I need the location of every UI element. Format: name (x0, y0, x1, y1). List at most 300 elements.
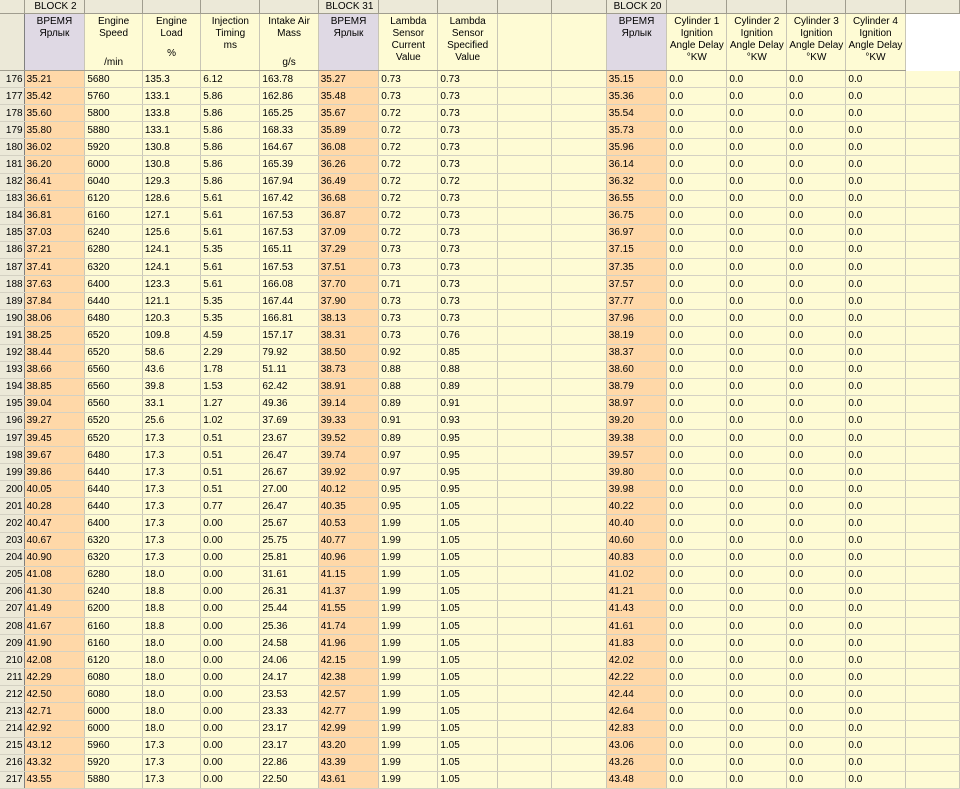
cell-engine-speed[interactable]: 6000 (85, 156, 143, 173)
cell-intake-air-mass[interactable]: 26.67 (260, 464, 318, 481)
cell-time-a[interactable]: 36.81 (24, 207, 85, 224)
table-row[interactable] (0, 549, 960, 566)
cell-empty[interactable] (498, 344, 552, 361)
block-cell[interactable] (260, 0, 318, 14)
cell-empty[interactable] (905, 703, 959, 720)
cell-cyl1-delay[interactable]: 0.0 (667, 618, 727, 635)
cell-empty[interactable] (552, 361, 606, 378)
cell-cyl2-delay[interactable]: 0.0 (727, 71, 787, 88)
cell-cyl3-delay[interactable]: 0.0 (787, 241, 846, 258)
cell-lambda-current[interactable]: 0.89 (379, 395, 438, 412)
cell-cyl3-delay[interactable]: 0.0 (787, 549, 846, 566)
cell-injection-timing[interactable]: 5.61 (201, 276, 260, 293)
cell-lambda-current[interactable]: 0.72 (379, 139, 438, 156)
cell-cyl4-delay[interactable]: 0.0 (846, 498, 905, 515)
cell-injection-timing[interactable]: 0.00 (201, 618, 260, 635)
cell-cyl2-delay[interactable]: 0.0 (727, 566, 787, 583)
cell-cyl2-delay[interactable]: 0.0 (727, 737, 787, 754)
cell-cyl4-delay[interactable]: 0.0 (846, 635, 905, 652)
cell-time-b[interactable]: 36.87 (318, 207, 379, 224)
cell-empty[interactable] (552, 635, 606, 652)
cell-engine-load[interactable]: 18.0 (142, 720, 200, 737)
header-intake-air-mass[interactable] (260, 14, 318, 71)
cell-time-a[interactable]: 42.29 (24, 669, 85, 686)
table-row[interactable] (0, 224, 960, 241)
cell-time-c[interactable]: 38.37 (606, 344, 667, 361)
cell-intake-air-mass[interactable]: 22.50 (260, 771, 318, 788)
cell-cyl4-delay[interactable]: 0.0 (846, 618, 905, 635)
cell-empty[interactable] (498, 156, 552, 173)
row-number[interactable]: 176 (0, 71, 24, 88)
cell-empty[interactable] (552, 378, 606, 395)
cell-cyl2-delay[interactable]: 0.0 (727, 327, 787, 344)
cell-time-c[interactable]: 39.20 (606, 412, 667, 429)
cell-lambda-specified[interactable]: 0.89 (438, 378, 498, 395)
cell-lambda-specified[interactable]: 0.76 (438, 327, 498, 344)
block-cell[interactable] (905, 0, 959, 14)
cell-empty[interactable] (552, 447, 606, 464)
cell-intake-air-mass[interactable]: 167.53 (260, 207, 318, 224)
cell-injection-timing[interactable]: 0.51 (201, 464, 260, 481)
cell-cyl1-delay[interactable]: 0.0 (667, 190, 727, 207)
cell-empty[interactable] (905, 600, 959, 617)
block-cell[interactable] (85, 0, 143, 14)
table-row[interactable] (0, 532, 960, 549)
cell-time-a[interactable]: 35.21 (24, 71, 85, 88)
cell-cyl1-delay[interactable]: 0.0 (667, 754, 727, 771)
cell-empty[interactable] (552, 669, 606, 686)
cell-cyl4-delay[interactable]: 0.0 (846, 105, 905, 122)
cell-time-c[interactable]: 35.73 (606, 122, 667, 139)
cell-empty[interactable] (905, 224, 959, 241)
cell-cyl4-delay[interactable]: 0.0 (846, 276, 905, 293)
cell-empty[interactable] (905, 429, 959, 446)
cell-cyl3-delay[interactable]: 0.0 (787, 139, 846, 156)
cell-cyl4-delay[interactable]: 0.0 (846, 361, 905, 378)
cell-lambda-current[interactable]: 0.73 (379, 259, 438, 276)
cell-time-c[interactable]: 38.19 (606, 327, 667, 344)
cell-empty[interactable] (552, 259, 606, 276)
cell-engine-load[interactable]: 18.0 (142, 686, 200, 703)
cell-empty[interactable] (905, 105, 959, 122)
header-lambda-current[interactable] (379, 14, 438, 71)
cell-injection-timing[interactable]: 0.51 (201, 429, 260, 446)
cell-engine-speed[interactable]: 6160 (85, 207, 143, 224)
cell-engine-speed[interactable]: 5760 (85, 88, 143, 105)
header-cyl1-ignition-delay[interactable] (667, 14, 727, 71)
cell-lambda-current[interactable]: 1.99 (379, 669, 438, 686)
cell-time-a[interactable]: 37.63 (24, 276, 85, 293)
cell-empty[interactable] (552, 344, 606, 361)
cell-engine-load[interactable]: 18.0 (142, 669, 200, 686)
cell-time-a[interactable]: 37.03 (24, 224, 85, 241)
cell-time-c[interactable]: 37.77 (606, 293, 667, 310)
cell-empty[interactable] (552, 224, 606, 241)
cell-intake-air-mass[interactable]: 26.47 (260, 498, 318, 515)
cell-cyl2-delay[interactable]: 0.0 (727, 293, 787, 310)
cell-cyl4-delay[interactable]: 0.0 (846, 122, 905, 139)
row-number[interactable]: 210 (0, 652, 24, 669)
cell-intake-air-mass[interactable]: 62.42 (260, 378, 318, 395)
cell-lambda-specified[interactable]: 0.91 (438, 395, 498, 412)
cell-time-b[interactable]: 40.53 (318, 515, 379, 532)
cell-cyl1-delay[interactable]: 0.0 (667, 652, 727, 669)
cell-cyl2-delay[interactable]: 0.0 (727, 703, 787, 720)
cell-time-b[interactable]: 42.77 (318, 703, 379, 720)
cell-cyl4-delay[interactable]: 0.0 (846, 173, 905, 190)
cell-cyl1-delay[interactable]: 0.0 (667, 105, 727, 122)
cell-lambda-specified[interactable]: 1.05 (438, 737, 498, 754)
cell-intake-air-mass[interactable]: 23.33 (260, 703, 318, 720)
cell-cyl4-delay[interactable]: 0.0 (846, 378, 905, 395)
cell-time-b[interactable]: 43.39 (318, 754, 379, 771)
table-row[interactable] (0, 412, 960, 429)
cell-cyl2-delay[interactable]: 0.0 (727, 720, 787, 737)
cell-intake-air-mass[interactable]: 167.42 (260, 190, 318, 207)
block-cell[interactable] (552, 0, 606, 14)
cell-cyl1-delay[interactable]: 0.0 (667, 88, 727, 105)
cell-empty[interactable] (905, 344, 959, 361)
row-number[interactable]: 183 (0, 190, 24, 207)
cell-cyl4-delay[interactable]: 0.0 (846, 583, 905, 600)
cell-cyl1-delay[interactable]: 0.0 (667, 344, 727, 361)
cell-engine-load[interactable]: 18.8 (142, 600, 200, 617)
cell-time-b[interactable]: 42.38 (318, 669, 379, 686)
cell-time-b[interactable]: 36.68 (318, 190, 379, 207)
cell-cyl1-delay[interactable]: 0.0 (667, 412, 727, 429)
cell-cyl2-delay[interactable]: 0.0 (727, 464, 787, 481)
cell-engine-speed[interactable]: 6320 (85, 549, 143, 566)
cell-lambda-specified[interactable]: 0.73 (438, 259, 498, 276)
cell-empty[interactable] (498, 686, 552, 703)
cell-injection-timing[interactable]: 0.00 (201, 737, 260, 754)
cell-empty[interactable] (552, 481, 606, 498)
row-number[interactable]: 186 (0, 241, 24, 258)
cell-cyl2-delay[interactable]: 0.0 (727, 532, 787, 549)
header-lambda-specified[interactable] (438, 14, 498, 71)
cell-empty[interactable] (498, 327, 552, 344)
cell-engine-speed[interactable]: 5920 (85, 754, 143, 771)
cell-intake-air-mass[interactable]: 51.11 (260, 361, 318, 378)
cell-time-c[interactable]: 42.02 (606, 652, 667, 669)
cell-empty[interactable] (905, 378, 959, 395)
header-engine-load[interactable] (142, 14, 200, 71)
table-row[interactable] (0, 327, 960, 344)
cell-engine-load[interactable]: 17.3 (142, 447, 200, 464)
cell-engine-load[interactable]: 133.1 (142, 122, 200, 139)
cell-injection-timing[interactable]: 5.61 (201, 259, 260, 276)
cell-lambda-current[interactable]: 0.72 (379, 105, 438, 122)
cell-empty[interactable] (552, 532, 606, 549)
cell-lambda-specified[interactable]: 1.05 (438, 566, 498, 583)
cell-engine-load[interactable]: 17.3 (142, 549, 200, 566)
table-row[interactable] (0, 464, 960, 481)
cell-time-c[interactable]: 39.80 (606, 464, 667, 481)
row-number[interactable]: 196 (0, 412, 24, 429)
cell-engine-load[interactable]: 130.8 (142, 156, 200, 173)
cell-injection-timing[interactable]: 0.00 (201, 549, 260, 566)
cell-empty[interactable] (905, 532, 959, 549)
cell-intake-air-mass[interactable]: 167.94 (260, 173, 318, 190)
cell-cyl4-delay[interactable]: 0.0 (846, 669, 905, 686)
cell-injection-timing[interactable]: 5.35 (201, 241, 260, 258)
cell-cyl4-delay[interactable]: 0.0 (846, 515, 905, 532)
cell-engine-speed[interactable]: 6160 (85, 618, 143, 635)
header-empty[interactable] (498, 14, 552, 71)
table-row[interactable] (0, 686, 960, 703)
cell-time-a[interactable]: 37.41 (24, 259, 85, 276)
cell-time-b[interactable]: 39.92 (318, 464, 379, 481)
table-row[interactable] (0, 635, 960, 652)
cell-empty[interactable] (498, 259, 552, 276)
cell-time-a[interactable]: 38.06 (24, 310, 85, 327)
cell-empty[interactable] (498, 207, 552, 224)
cell-time-b[interactable]: 39.33 (318, 412, 379, 429)
cell-lambda-specified[interactable]: 1.05 (438, 498, 498, 515)
cell-engine-speed[interactable]: 6160 (85, 635, 143, 652)
row-number[interactable]: 199 (0, 464, 24, 481)
cell-time-b[interactable]: 37.70 (318, 276, 379, 293)
cell-cyl4-delay[interactable]: 0.0 (846, 720, 905, 737)
cell-engine-speed[interactable]: 6120 (85, 190, 143, 207)
cell-lambda-specified[interactable]: 0.73 (438, 276, 498, 293)
cell-lambda-current[interactable]: 1.99 (379, 754, 438, 771)
cell-engine-load[interactable]: 133.8 (142, 105, 200, 122)
row-number[interactable]: 184 (0, 207, 24, 224)
cell-lambda-specified[interactable]: 1.05 (438, 754, 498, 771)
block-cell[interactable] (438, 0, 498, 14)
cell-cyl4-delay[interactable]: 0.0 (846, 754, 905, 771)
cell-empty[interactable] (498, 652, 552, 669)
cell-time-a[interactable]: 41.90 (24, 635, 85, 652)
cell-cyl1-delay[interactable]: 0.0 (667, 583, 727, 600)
cell-empty[interactable] (552, 293, 606, 310)
cell-cyl3-delay[interactable]: 0.0 (787, 635, 846, 652)
cell-engine-speed[interactable]: 6440 (85, 481, 143, 498)
cell-engine-speed[interactable]: 6240 (85, 224, 143, 241)
table-row[interactable] (0, 498, 960, 515)
cell-intake-air-mass[interactable]: 167.53 (260, 259, 318, 276)
cell-intake-air-mass[interactable]: 26.31 (260, 583, 318, 600)
cell-lambda-specified[interactable]: 0.95 (438, 464, 498, 481)
cell-time-c[interactable]: 42.83 (606, 720, 667, 737)
table-row[interactable] (0, 703, 960, 720)
cell-cyl3-delay[interactable]: 0.0 (787, 310, 846, 327)
cell-engine-load[interactable]: 18.0 (142, 652, 200, 669)
cell-time-b[interactable]: 36.26 (318, 156, 379, 173)
cell-empty[interactable] (905, 207, 959, 224)
cell-cyl1-delay[interactable]: 0.0 (667, 669, 727, 686)
cell-intake-air-mass[interactable]: 24.17 (260, 669, 318, 686)
cell-lambda-specified[interactable]: 0.72 (438, 173, 498, 190)
cell-time-c[interactable]: 38.97 (606, 395, 667, 412)
block-cell[interactable] (727, 0, 787, 14)
header-cyl3-ignition-delay[interactable] (787, 14, 846, 71)
table-row[interactable] (0, 241, 960, 258)
cell-intake-air-mass[interactable]: 24.58 (260, 635, 318, 652)
cell-cyl4-delay[interactable]: 0.0 (846, 566, 905, 583)
cell-engine-speed[interactable]: 5880 (85, 771, 143, 788)
row-number[interactable]: 212 (0, 686, 24, 703)
cell-time-a[interactable]: 35.42 (24, 88, 85, 105)
cell-empty[interactable] (498, 515, 552, 532)
cell-time-c[interactable]: 39.98 (606, 481, 667, 498)
cell-time-c[interactable]: 43.48 (606, 771, 667, 788)
cell-cyl2-delay[interactable]: 0.0 (727, 686, 787, 703)
cell-cyl3-delay[interactable]: 0.0 (787, 498, 846, 515)
row-number[interactable]: 205 (0, 566, 24, 583)
cell-cyl3-delay[interactable]: 0.0 (787, 532, 846, 549)
cell-time-a[interactable]: 39.86 (24, 464, 85, 481)
cell-lambda-current[interactable]: 1.99 (379, 532, 438, 549)
cell-lambda-specified[interactable]: 0.95 (438, 447, 498, 464)
cell-cyl4-delay[interactable]: 0.0 (846, 293, 905, 310)
cell-lambda-current[interactable]: 1.99 (379, 515, 438, 532)
cell-empty[interactable] (905, 395, 959, 412)
cell-empty[interactable] (552, 327, 606, 344)
cell-empty[interactable] (498, 703, 552, 720)
cell-intake-air-mass[interactable]: 25.81 (260, 549, 318, 566)
cell-engine-speed[interactable]: 6000 (85, 703, 143, 720)
cell-lambda-current[interactable]: 0.73 (379, 71, 438, 88)
cell-empty[interactable] (498, 361, 552, 378)
cell-time-a[interactable]: 38.85 (24, 378, 85, 395)
cell-cyl2-delay[interactable]: 0.0 (727, 481, 787, 498)
cell-empty[interactable] (552, 464, 606, 481)
table-row[interactable] (0, 139, 960, 156)
cell-cyl2-delay[interactable]: 0.0 (727, 618, 787, 635)
cell-cyl2-delay[interactable]: 0.0 (727, 344, 787, 361)
cell-engine-speed[interactable]: 5960 (85, 737, 143, 754)
block-label-a[interactable]: BLOCK 2 (24, 0, 85, 14)
cell-time-c[interactable]: 41.61 (606, 618, 667, 635)
cell-injection-timing[interactable]: 0.00 (201, 532, 260, 549)
cell-time-a[interactable]: 40.05 (24, 481, 85, 498)
row-number[interactable]: 203 (0, 532, 24, 549)
cell-empty[interactable] (552, 703, 606, 720)
cell-engine-load[interactable]: 17.3 (142, 737, 200, 754)
cell-cyl3-delay[interactable]: 0.0 (787, 566, 846, 583)
cell-lambda-current[interactable]: 0.89 (379, 429, 438, 446)
cell-time-b[interactable]: 41.55 (318, 600, 379, 617)
cell-empty[interactable] (905, 310, 959, 327)
cell-engine-speed[interactable]: 6320 (85, 532, 143, 549)
table-row[interactable] (0, 600, 960, 617)
cell-cyl1-delay[interactable]: 0.0 (667, 71, 727, 88)
cell-time-b[interactable]: 41.15 (318, 566, 379, 583)
cell-time-b[interactable]: 35.89 (318, 122, 379, 139)
cell-cyl2-delay[interactable]: 0.0 (727, 600, 787, 617)
table-row[interactable] (0, 105, 960, 122)
cell-lambda-specified[interactable]: 0.73 (438, 190, 498, 207)
block-label-b[interactable]: BLOCK 31 (318, 0, 379, 14)
cell-time-a[interactable]: 42.71 (24, 703, 85, 720)
cell-injection-timing[interactable]: 5.61 (201, 224, 260, 241)
row-number[interactable]: 201 (0, 498, 24, 515)
cell-empty[interactable] (552, 429, 606, 446)
cell-empty[interactable] (552, 105, 606, 122)
cell-time-b[interactable]: 37.90 (318, 293, 379, 310)
cell-lambda-current[interactable]: 0.88 (379, 378, 438, 395)
cell-cyl4-delay[interactable]: 0.0 (846, 310, 905, 327)
cell-engine-speed[interactable]: 6400 (85, 276, 143, 293)
cell-cyl3-delay[interactable]: 0.0 (787, 720, 846, 737)
cell-cyl1-delay[interactable]: 0.0 (667, 361, 727, 378)
cell-cyl2-delay[interactable]: 0.0 (727, 395, 787, 412)
cell-lambda-current[interactable]: 0.92 (379, 344, 438, 361)
cell-cyl4-delay[interactable]: 0.0 (846, 429, 905, 446)
cell-lambda-specified[interactable]: 0.73 (438, 224, 498, 241)
cell-time-c[interactable]: 38.60 (606, 361, 667, 378)
cell-cyl1-delay[interactable]: 0.0 (667, 464, 727, 481)
cell-time-c[interactable]: 42.22 (606, 669, 667, 686)
cell-intake-air-mass[interactable]: 26.47 (260, 447, 318, 464)
cell-injection-timing[interactable]: 1.02 (201, 412, 260, 429)
cell-empty[interactable] (498, 395, 552, 412)
header-cyl2-ignition-delay[interactable] (727, 14, 787, 71)
cell-cyl4-delay[interactable]: 0.0 (846, 447, 905, 464)
cell-empty[interactable] (905, 635, 959, 652)
cell-cyl4-delay[interactable]: 0.0 (846, 686, 905, 703)
cell-engine-load[interactable]: 18.8 (142, 618, 200, 635)
cell-empty[interactable] (498, 464, 552, 481)
cell-cyl2-delay[interactable]: 0.0 (727, 173, 787, 190)
cell-injection-timing[interactable]: 0.00 (201, 583, 260, 600)
cell-time-b[interactable]: 37.09 (318, 224, 379, 241)
cell-injection-timing[interactable]: 2.29 (201, 344, 260, 361)
cell-time-a[interactable]: 36.20 (24, 156, 85, 173)
cell-cyl4-delay[interactable]: 0.0 (846, 190, 905, 207)
cell-engine-speed[interactable]: 6440 (85, 498, 143, 515)
cell-time-a[interactable]: 36.02 (24, 139, 85, 156)
cell-lambda-specified[interactable]: 0.73 (438, 310, 498, 327)
cell-intake-air-mass[interactable]: 167.53 (260, 224, 318, 241)
cell-injection-timing[interactable]: 5.86 (201, 105, 260, 122)
cell-injection-timing[interactable]: 4.59 (201, 327, 260, 344)
cell-engine-load[interactable]: 109.8 (142, 327, 200, 344)
cell-injection-timing[interactable]: 0.00 (201, 600, 260, 617)
cell-empty[interactable] (552, 754, 606, 771)
table-row[interactable] (0, 395, 960, 412)
cell-cyl3-delay[interactable]: 0.0 (787, 344, 846, 361)
table-row[interactable] (0, 122, 960, 139)
cell-empty[interactable] (552, 583, 606, 600)
cell-empty[interactable] (552, 771, 606, 788)
cell-time-b[interactable]: 38.50 (318, 344, 379, 361)
cell-injection-timing[interactable]: 0.00 (201, 771, 260, 788)
cell-empty[interactable] (905, 464, 959, 481)
cell-lambda-current[interactable]: 1.99 (379, 771, 438, 788)
table-row[interactable] (0, 71, 960, 88)
cell-lambda-current[interactable]: 1.99 (379, 635, 438, 652)
cell-cyl4-delay[interactable]: 0.0 (846, 207, 905, 224)
cell-engine-load[interactable]: 17.3 (142, 771, 200, 788)
cell-time-b[interactable]: 36.49 (318, 173, 379, 190)
block-label-c[interactable]: BLOCK 20 (606, 0, 667, 14)
cell-time-c[interactable]: 41.21 (606, 583, 667, 600)
cell-empty[interactable] (905, 190, 959, 207)
cell-empty[interactable] (905, 515, 959, 532)
cell-lambda-current[interactable]: 0.97 (379, 447, 438, 464)
cell-cyl1-delay[interactable]: 0.0 (667, 310, 727, 327)
cell-cyl4-delay[interactable]: 0.0 (846, 703, 905, 720)
cell-time-c[interactable]: 35.36 (606, 88, 667, 105)
cell-injection-timing[interactable]: 5.86 (201, 139, 260, 156)
cell-injection-timing[interactable]: 5.86 (201, 122, 260, 139)
cell-time-a[interactable]: 41.67 (24, 618, 85, 635)
cell-lambda-current[interactable]: 0.72 (379, 207, 438, 224)
cell-empty[interactable] (498, 754, 552, 771)
